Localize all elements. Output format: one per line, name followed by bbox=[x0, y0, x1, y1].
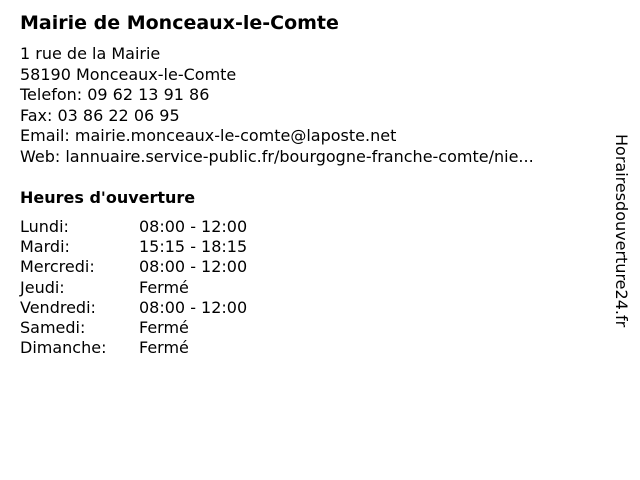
hours-row-tuesday bbox=[20, 237, 600, 257]
phone-line: Telefon: 09 62 13 91 86 bbox=[20, 85, 210, 104]
hours-row-wednesday bbox=[20, 257, 600, 277]
fax-line: Fax: 03 86 22 06 95 bbox=[20, 105, 180, 125]
city-line: 58190 Monceaux-le-Comte bbox=[20, 64, 237, 84]
site-branding: Horairesdouverture24.fr bbox=[612, 134, 631, 328]
opening-hours-list bbox=[20, 217, 600, 358]
contact-details bbox=[20, 44, 600, 167]
hours-row-monday bbox=[20, 217, 600, 237]
hours-value: 08:00 - 12:00 bbox=[139, 217, 248, 236]
day-label: Jeudi: bbox=[20, 277, 65, 297]
day-label: Mercredi: bbox=[20, 257, 95, 277]
opening-hours-card bbox=[20, 10, 600, 358]
opening-hours-section bbox=[20, 187, 600, 358]
day-label: Lundi: bbox=[20, 217, 69, 236]
hours-row-friday bbox=[20, 298, 600, 318]
hours-row-thursday bbox=[20, 278, 600, 298]
hours-row-sunday bbox=[20, 338, 600, 358]
day-label: Dimanche: bbox=[20, 338, 107, 358]
address-line: 1 rue de la Mairie bbox=[20, 44, 161, 63]
day-label: Samedi: bbox=[20, 318, 86, 338]
hours-value: Fermé bbox=[139, 277, 189, 297]
hours-value: 15:15 - 18:15 bbox=[139, 237, 248, 257]
day-label: Mardi: bbox=[20, 237, 70, 257]
hours-value: Fermé bbox=[139, 338, 189, 358]
hours-value: 08:00 - 12:00 bbox=[139, 297, 248, 317]
hours-row-saturday bbox=[20, 318, 600, 338]
email-line: Email: mairie.monceaux-le-comte@laposte.net bbox=[20, 126, 397, 145]
day-label: Vendredi: bbox=[20, 297, 96, 317]
opening-hours-heading: Heures d'ouverture bbox=[20, 188, 196, 207]
hours-value: Fermé bbox=[139, 318, 189, 338]
web-line: Web: lannuaire.service-public.fr/bourgogne-franche-comte/nie... bbox=[20, 146, 534, 166]
hours-value: 08:00 - 12:00 bbox=[139, 257, 248, 277]
page-title: Mairie de Monceaux-le-Comte bbox=[20, 12, 339, 34]
